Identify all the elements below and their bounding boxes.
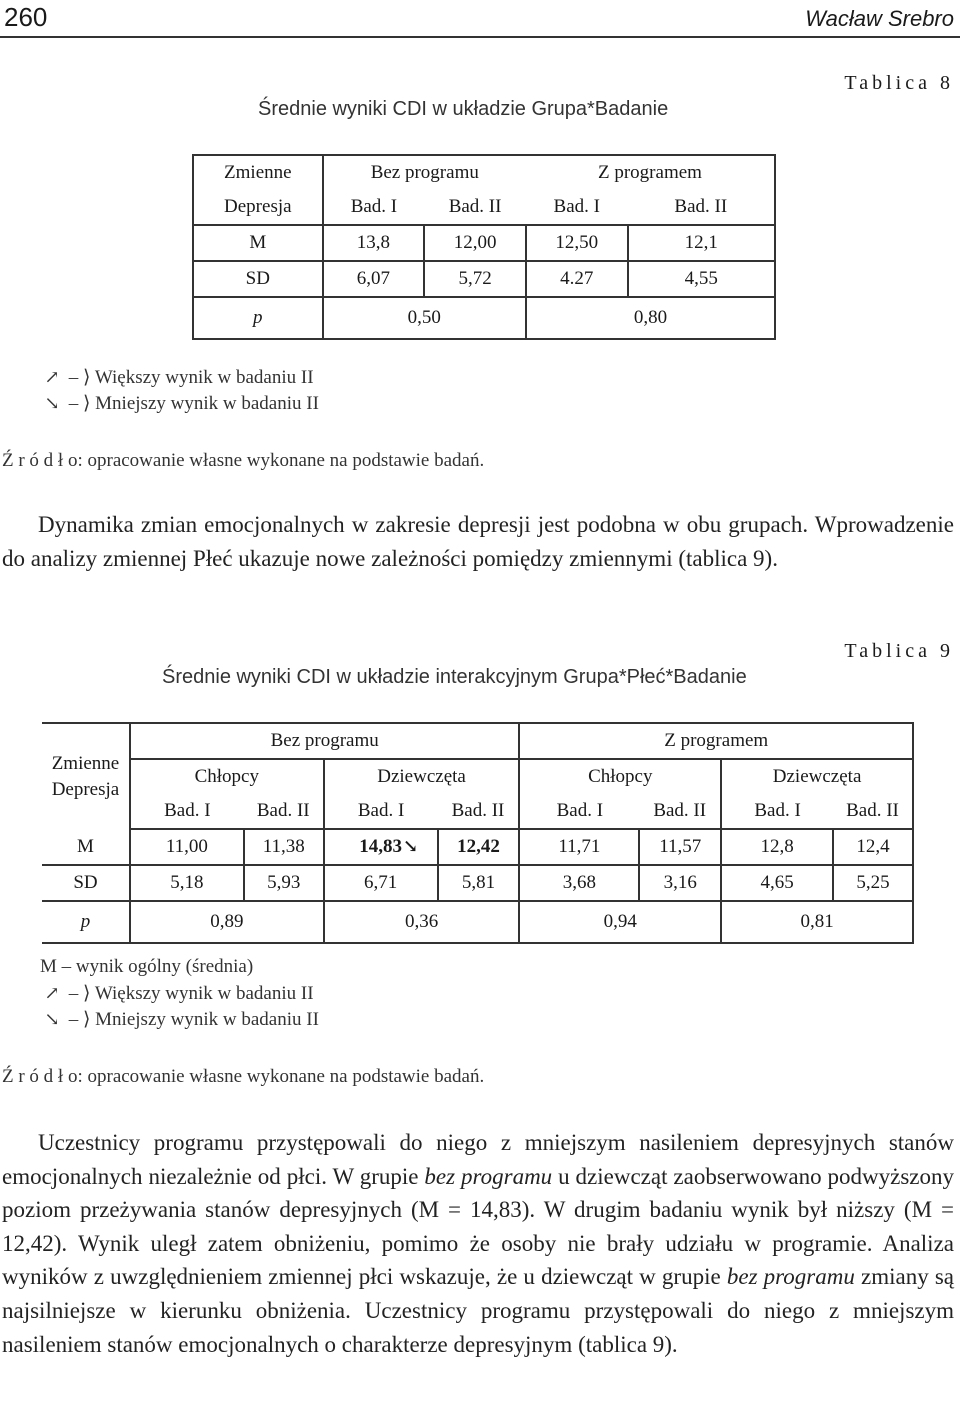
table9-bad-header: Bad. II bbox=[639, 794, 721, 829]
emphasis-bez-programu: bez programu bbox=[424, 1163, 553, 1189]
legend-item-down bbox=[40, 390, 319, 416]
table9-p-cell: 0,81 bbox=[721, 901, 913, 943]
arrow-down-right-icon: ↘ bbox=[44, 1009, 60, 1029]
table8-cell: 5,72 bbox=[424, 261, 526, 297]
paragraph-2-part: zmiany są najsilniejsze w kierunku obniżenia. Uczestnicy programu przystępowali do niego z mniejszym nasileniem stanów emocjonalnych o charakterze depresyjnym (tablica 9). bbox=[2, 1264, 955, 1357]
table9-row-m bbox=[42, 829, 913, 865]
table9-cell: 11,00 bbox=[130, 829, 244, 865]
table8-p-cell: 0,80 bbox=[526, 297, 775, 339]
table9-gender-header: Dziewczęta bbox=[721, 759, 913, 794]
table9-cell: 5,93 bbox=[244, 865, 324, 901]
table9-cell: 14,83 bbox=[324, 829, 438, 865]
table8-p-cell: 0,50 bbox=[323, 297, 526, 339]
table9-gender-header: Chłopcy bbox=[519, 759, 721, 794]
table9-var-header bbox=[42, 723, 130, 829]
table8-dep-header: Depresja bbox=[193, 190, 323, 225]
table9-cell: 5,25 bbox=[833, 865, 913, 901]
table8-row-sd bbox=[193, 261, 775, 297]
legend-up-text: – ⟩ Większy wynik w badaniu II bbox=[68, 983, 314, 1004]
table9-bad-header: Bad. I bbox=[324, 794, 438, 829]
table9-source: Ź r ó d ł o: opracowanie własne wykonane na podstawie badań. bbox=[2, 1066, 485, 1087]
table9-cell: 3,16 bbox=[639, 865, 721, 901]
table8-bad-header: Bad. I bbox=[323, 190, 425, 225]
paragraph-1-text: Dynamika zmian emocjonalnych w zakresie depresji jest podobna w obu grupach. Wprowadzenie do analizy zmiennej Płeć ukazuje nowe zależności pomiędzy zmiennymi (tablica 9). bbox=[2, 512, 954, 571]
table8-bad-header: Bad. II bbox=[628, 190, 775, 225]
table9-bad-header: Bad. II bbox=[438, 794, 520, 829]
table9-legend bbox=[40, 954, 319, 1032]
table8-cell: 12,00 bbox=[424, 225, 526, 261]
table9-gender-header: Dziewczęta bbox=[324, 759, 520, 794]
table8-cell: 13,8 bbox=[323, 225, 425, 261]
running-header-author: Wacław Srebro bbox=[805, 6, 954, 31]
table9 bbox=[42, 722, 914, 944]
legend-up-text: – ⟩ Większy wynik w badaniu II bbox=[68, 367, 314, 388]
legend-item-m: M – wynik ogólny (średnia) bbox=[40, 956, 254, 977]
table9-dep-label: Depresja bbox=[51, 778, 120, 800]
header-rule bbox=[0, 36, 960, 38]
legend-item-up bbox=[40, 980, 319, 1006]
table8-legend bbox=[40, 364, 319, 416]
paragraph-2-text bbox=[2, 1126, 954, 1361]
table9-bad-header: Bad. I bbox=[519, 794, 639, 829]
table8-bad-header: Bad. I bbox=[526, 190, 628, 225]
table8-cell: 4,55 bbox=[628, 261, 775, 297]
table9-cell: 6,71 bbox=[324, 865, 438, 901]
table9-var-label: Zmienne bbox=[51, 752, 120, 774]
table9-cell-value: 12,42 bbox=[457, 836, 500, 857]
table9-cell bbox=[402, 829, 520, 865]
table8-row-label: SD bbox=[193, 261, 323, 297]
table8-group-header: Z programem bbox=[526, 155, 775, 190]
table9-gender-header: Chłopcy bbox=[130, 759, 324, 794]
table9-p-cell: 0,94 bbox=[519, 901, 721, 943]
table9-bad-header: Bad. I bbox=[721, 794, 833, 829]
table8 bbox=[192, 154, 776, 340]
table8-cell: 12,1 bbox=[628, 225, 775, 261]
table8-cell: 6,07 bbox=[323, 261, 425, 297]
table9-cell: 11,57 bbox=[639, 829, 721, 865]
table9-cell: 11,38 bbox=[244, 829, 324, 865]
arrow-up-right-icon: ↗ bbox=[44, 983, 60, 1003]
paragraph-1 bbox=[2, 508, 954, 575]
table8-title: Średnie wyniki CDI w układzie Grupa*Badanie bbox=[258, 98, 669, 120]
paragraph-2-part: Uczestnicy programu przystępowali do niego z mniejszym nasileniem depresyjnych stanów emocjonalnych niezależnie od płci. W grupie bbox=[2, 1130, 954, 1189]
table9-group-header: Z programem bbox=[519, 723, 913, 759]
emphasis-bez-programu: bez programu bbox=[726, 1264, 855, 1290]
table9-cell: 12,4 bbox=[833, 829, 913, 865]
table8-cell: 12,50 bbox=[526, 225, 628, 261]
legend-down-text: – ⟩ Mniejszy wynik w badaniu II bbox=[68, 393, 319, 414]
table9-cell: 5,18 bbox=[130, 865, 244, 901]
table9-row-label: SD bbox=[42, 865, 130, 901]
table8-row-label: M bbox=[193, 225, 323, 261]
table9-bad-header: Bad. II bbox=[833, 794, 913, 829]
table8-source: Ź r ó d ł o: opracowanie własne wykonane na podstawie badań. bbox=[2, 450, 485, 471]
table9-row-sd bbox=[42, 865, 913, 901]
table9-cell: 3,68 bbox=[519, 865, 639, 901]
arrow-down-right-icon: ↘ bbox=[44, 393, 60, 413]
table9-bad-header: Bad. I bbox=[130, 794, 244, 829]
table9-bad-header: Bad. II bbox=[244, 794, 324, 829]
table8-group-header: Bez programu bbox=[323, 155, 526, 190]
legend-item-down bbox=[40, 1006, 319, 1032]
table9-p-cell: 0,36 bbox=[324, 901, 520, 943]
table8-var-header: Zmienne bbox=[193, 155, 323, 190]
paragraph-2-part: u dziewcząt zaobserwowano podwyższony poziom przeżywania stanów depresyjnych (M = 14,83). W drugim badaniu wynik był niższy (M = 12,42). Wynik uległ zatem obniżeniu, pomimo że osoby nie brały udziału w programie. Analiza wyników z uwzględnieniem zmiennej płci wskazuje, że u dziewcząt w grupie bbox=[2, 1163, 954, 1290]
table9-p-cell: 0,89 bbox=[130, 901, 324, 943]
table9-row-label: p bbox=[42, 901, 130, 943]
table8-row-p bbox=[193, 297, 775, 339]
table9-cell: 11,71 bbox=[519, 829, 639, 865]
table9-row-p bbox=[42, 901, 913, 943]
legend-down-text: – ⟩ Mniejszy wynik w badaniu II bbox=[68, 1009, 319, 1030]
legend-item-up bbox=[40, 364, 319, 390]
table9-title: Średnie wyniki CDI w układzie interakcyjnym Grupa*Płeć*Badanie bbox=[162, 666, 747, 688]
table8-label: Tablica 8 bbox=[844, 72, 954, 94]
table9-cell: 5,81 bbox=[438, 865, 520, 901]
table9-label: Tablica 9 bbox=[844, 640, 954, 662]
table9-cell: 12,8 bbox=[721, 829, 833, 865]
table9-cell: 4,65 bbox=[721, 865, 833, 901]
table8-bad-header: Bad. II bbox=[424, 190, 526, 225]
table9-row-label: M bbox=[42, 829, 130, 865]
table9-group-header: Bez programu bbox=[130, 723, 520, 759]
table8-cell: 4.27 bbox=[526, 261, 628, 297]
table8-row-m bbox=[193, 225, 775, 261]
arrow-down-right-icon: ↘ bbox=[402, 836, 419, 856]
table8-row-label: p bbox=[193, 297, 323, 339]
paragraph-2 bbox=[2, 1126, 954, 1361]
arrow-up-right-icon: ↗ bbox=[44, 367, 60, 387]
page-number: 260 bbox=[4, 2, 48, 32]
